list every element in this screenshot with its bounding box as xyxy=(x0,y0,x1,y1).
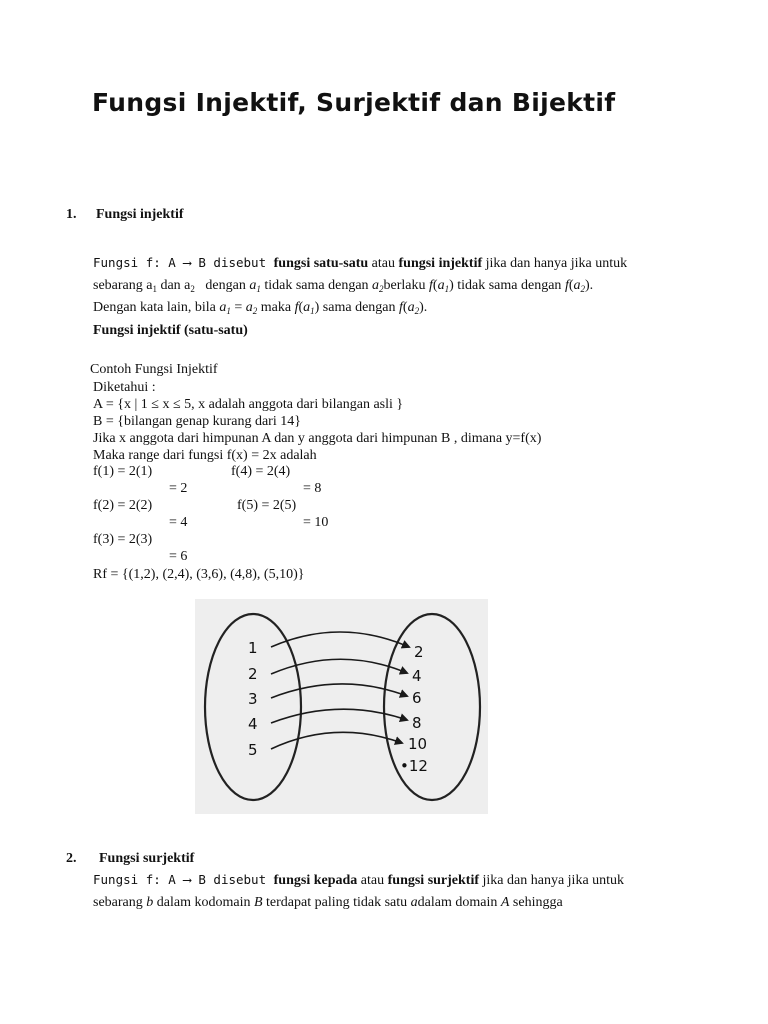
example-f4: f(4) = 2(4) xyxy=(231,464,291,479)
codomain-element: 2 xyxy=(414,643,424,661)
domain-element: 5 xyxy=(248,741,258,759)
example-known: Diketahui : xyxy=(93,380,156,395)
section-1-subheading: Fungsi injektif (satu-satu) xyxy=(93,323,248,338)
example-set-a: A = {x | 1 ≤ x ≤ 5, x adalah anggota dari bilangan asli } xyxy=(93,397,404,412)
domain-element: 3 xyxy=(248,690,258,708)
example-range-result: Rf = {(1,2), (2,4), (3,6), (4,8), (5,10)} xyxy=(93,567,305,582)
mapping-arrow xyxy=(271,684,407,698)
section-2-line-2: sebarang b dalam kodomain B terdapat paling tidak satu adalam domain A sehingga xyxy=(93,895,563,910)
example-f1-result: = 2 xyxy=(169,481,188,496)
section-2-heading: Fungsi surjektif xyxy=(99,851,195,866)
section-2-number: 2. xyxy=(66,851,77,866)
section-1-line-1: Fungsi f: A ⟶ B disebut fungsi satu-satu atau fungsi injektif jika dan hanya jika untuk xyxy=(93,255,628,271)
domain-element: 4 xyxy=(248,715,258,733)
example-f2: f(2) = 2(2) xyxy=(93,498,153,513)
example-f5-result: = 10 xyxy=(303,515,329,530)
example-f2-result: = 4 xyxy=(169,515,188,530)
example-f1: f(1) = 2(1) xyxy=(93,464,153,479)
section-2-line-1: Fungsi f: A ⟶ B disebut fungsi kepada atau fungsi surjektif jika dan hanya jika untuk xyxy=(93,872,625,888)
example-title: Contoh Fungsi Injektif xyxy=(90,362,218,377)
codomain-element: 4 xyxy=(412,667,422,685)
example-f3: f(3) = 2(3) xyxy=(93,532,153,547)
codomain-element: 6 xyxy=(412,689,422,707)
page-title: Fungsi Injektif, Surjektif dan Bijektif xyxy=(92,88,616,117)
mapping-arrow xyxy=(271,709,407,723)
mapping-arrow xyxy=(271,632,409,647)
section-1-heading: Fungsi injektif xyxy=(96,207,184,222)
section-1-line-3: Dengan kata lain, bila $a_1 = a_2$ maka $f(a_1)$ sama dengan $f(a_2)$. xyxy=(93,300,428,316)
example-f4-result: = 8 xyxy=(303,481,322,496)
example-f5: f(5) = 2(5) xyxy=(237,498,297,513)
section-1-line-2: sebarang $a_1$ dan $a_2$ dengan $a_1$ tidak sama dengan $a_2berlaku$ $f(a_1)$ tidak sama dengan $f(a_2)$. xyxy=(93,278,594,294)
mapping-diagram xyxy=(195,599,488,814)
mapping-arrow xyxy=(271,732,402,749)
domain-element: 2 xyxy=(248,665,258,683)
example-description: Jika x anggota dari himpunan A dan y anggota dari himpunan B , dimana y=f(x) xyxy=(93,431,542,446)
domain-element: 1 xyxy=(248,639,258,657)
example-range-intro: Maka range dari fungsi f(x) = 2x adalah xyxy=(93,448,317,463)
example-set-b: B = {bilangan genap kurang dari 14} xyxy=(93,414,301,429)
example-f3-result: = 6 xyxy=(169,549,188,564)
codomain-element: •12 xyxy=(400,757,428,775)
codomain-element: 8 xyxy=(412,714,422,732)
codomain-element: 10 xyxy=(408,735,428,753)
section-1-number: 1. xyxy=(66,207,77,222)
